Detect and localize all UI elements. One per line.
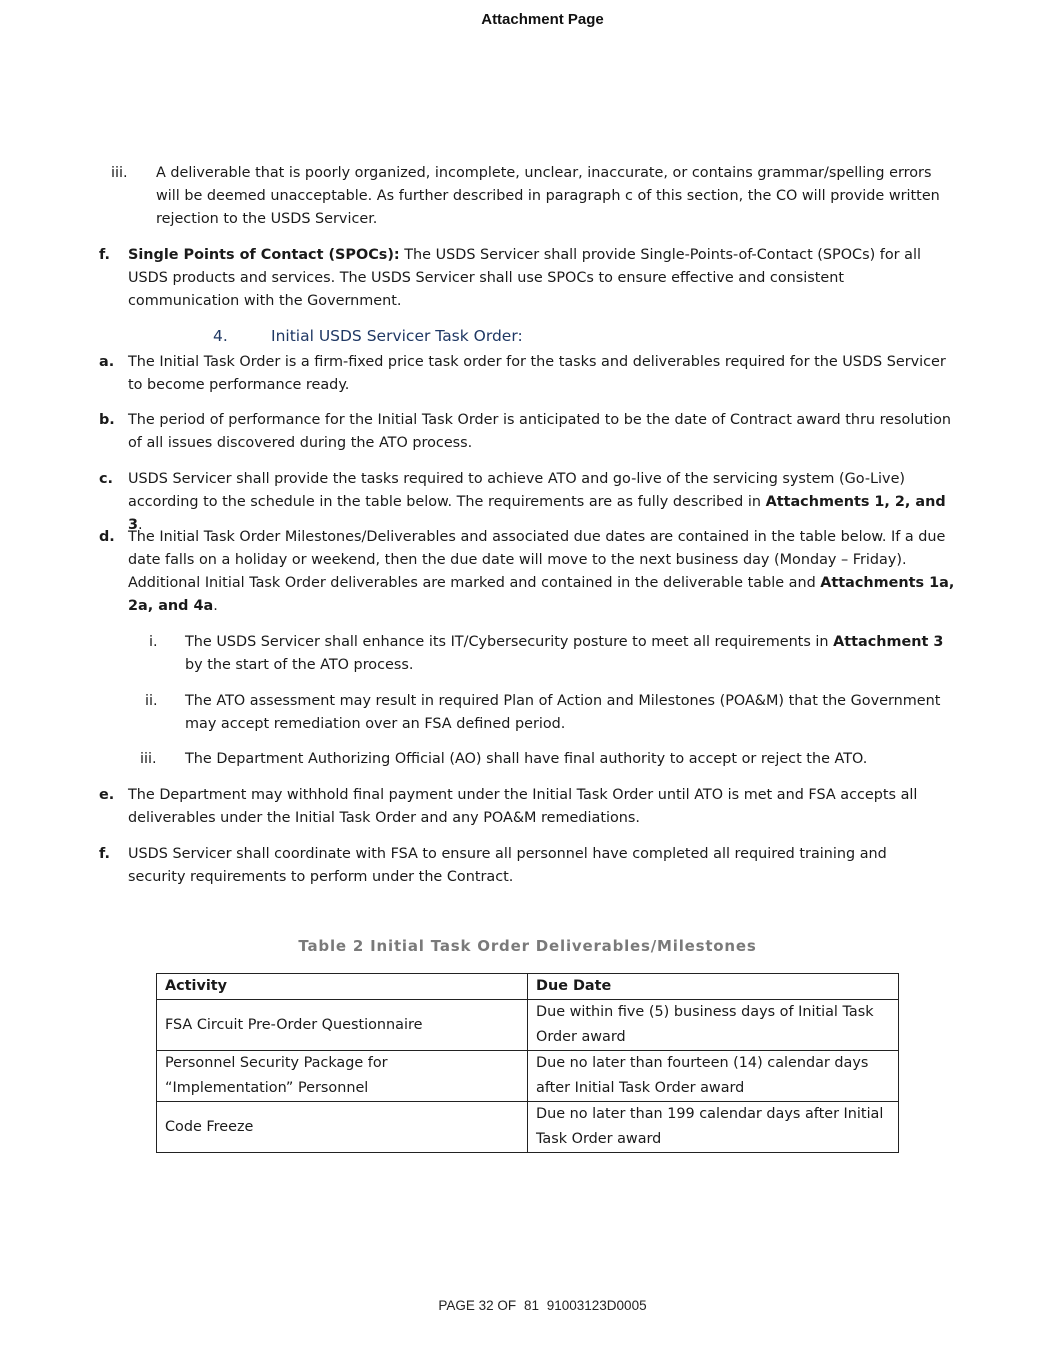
c-tail: .: [138, 517, 143, 533]
d-bold: Attachments 1a, 2a, and 4a: [128, 575, 955, 614]
table-caption: Table 2 Initial Task Order Deliverables/Milestones: [298, 937, 757, 955]
table-row: [157, 1051, 899, 1102]
list-text: The period of performance for the Initial Task Order is anticipated to be the date of Contract award thru resolution of all issues discovered during the ATO process.: [128, 412, 952, 451]
column-header-due-date: Due Date: [528, 974, 899, 1000]
list-label: e.: [99, 787, 115, 803]
list-text: [185, 631, 960, 677]
deliverables-table: [156, 973, 899, 1153]
d-i-bold: Attachment 3: [833, 634, 944, 650]
list-item-e: [0, 784, 1055, 830]
c-text: USDS Servicer shall provide the tasks required to achieve ATO and go-live of the servicing system (Go-Live) according to the schedule in the table below. The requirements are as fully described in: [128, 471, 906, 510]
list-text: [128, 244, 958, 313]
page-footer: [0, 1298, 1055, 1313]
list-text: The Department Authorizing Official (AO) shall have final authority to accept or reject the ATO.: [185, 751, 868, 767]
list-item-c: [0, 468, 1055, 533]
list-text: A deliverable that is poorly organized, incomplete, unclear, inaccurate, or contains grammar/spelling errors will be deemed unacceptable. As further described in paragraph c of this section, the CO will provide written rejection to the USDS Servicer.: [156, 165, 940, 227]
list-label: f.: [99, 247, 110, 263]
d-text: The Initial Task Order Milestones/Deliverables and associated due dates are contained in the table below. If a due date falls on a holiday or weekend, then the due date will move to the next business day (Monday – Friday). Additional Initial Task Order deliverables are marked and contained in the deliverable table and: [128, 529, 946, 591]
table-cell-activity: Code Freeze: [157, 1102, 528, 1153]
list-label: f.: [99, 846, 110, 862]
page-header-title: Attachment Page: [481, 11, 604, 28]
list-item-f-spocs: [0, 244, 1055, 314]
c-bold: Attachments 1, 2, and 3: [128, 494, 946, 533]
table-cell-due-date: Due no later than 199 calendar days after Initial Task Order award: [528, 1102, 899, 1153]
list-item-d-i: [0, 631, 1055, 677]
d-i-tail: by the start of the ATO process.: [185, 657, 414, 673]
table-cell-due-date: Due no later than fourteen (14) calendar days after Initial Task Order award: [528, 1051, 899, 1102]
list-label: b.: [99, 412, 115, 428]
table-row: [157, 1102, 899, 1153]
table-row: [157, 1000, 899, 1051]
column-header-activity: Activity: [157, 974, 528, 1000]
list-label: iii.: [140, 751, 157, 767]
list-item-d: [0, 526, 1055, 618]
table-cell-due-date: Due within five (5) business days of Initial Task Order award: [528, 1000, 899, 1051]
spoc-text: The USDS Servicer shall provide Single-Points-of-Contact (SPOCs) for all USDS products and services. The USDS Servicer shall use SPOCs to ensure effective and consistent communication with the Government.: [128, 247, 921, 309]
list-text: [128, 526, 958, 618]
d-tail: .: [213, 598, 218, 614]
list-item-f: [0, 843, 1055, 889]
table-cell-activity: Personnel Security Package for “Implementation” Personnel: [157, 1051, 528, 1102]
list-label: i.: [149, 634, 158, 650]
table-header-row: [157, 974, 899, 1000]
table-cell-activity: FSA Circuit Pre-Order Questionnaire: [157, 1000, 528, 1051]
d-i-text: The USDS Servicer shall enhance its IT/Cybersecurity posture to meet all requirements in: [185, 634, 834, 650]
spoc-bold-lead: Single Points of Contact (SPOCs):: [128, 247, 400, 263]
contract-number: 91003123D0005: [546, 1298, 647, 1313]
list-label: d.: [99, 529, 115, 545]
list-text: The Department may withhold final payment under the Initial Task Order until ATO is met and FSA accepts all deliverables under the Initial Task Order and any POA&M remediations.: [128, 787, 918, 826]
list-item-a: [0, 351, 1055, 397]
list-label: iii.: [111, 165, 128, 181]
section-heading: [213, 327, 523, 345]
list-text: The ATO assessment may result in required Plan of Action and Milestones (POA&M) that the Government may accept remediation over an FSA defined period.: [185, 693, 941, 732]
list-item-d-iii: [0, 748, 1055, 771]
list-item-iii: [0, 162, 1055, 232]
section-number: 4.: [213, 327, 228, 345]
list-item-d-ii: [0, 690, 1055, 736]
list-label: a.: [99, 354, 115, 370]
list-item-b: [0, 409, 1055, 455]
list-text: The Initial Task Order is a firm-fixed price task order for the tasks and deliverables required for the USDS Servicer to become performance ready.: [128, 354, 946, 393]
list-label: ii.: [145, 693, 158, 709]
list-text: USDS Servicer shall coordinate with FSA to ensure all personnel have completed all required training and security requirements to perform under the Contract.: [128, 846, 887, 885]
section-title: Initial USDS Servicer Task Order:: [271, 327, 523, 345]
page-label: PAGE 32 OF: [438, 1298, 517, 1313]
list-label: c.: [99, 471, 113, 487]
page-total: 81: [523, 1298, 539, 1313]
